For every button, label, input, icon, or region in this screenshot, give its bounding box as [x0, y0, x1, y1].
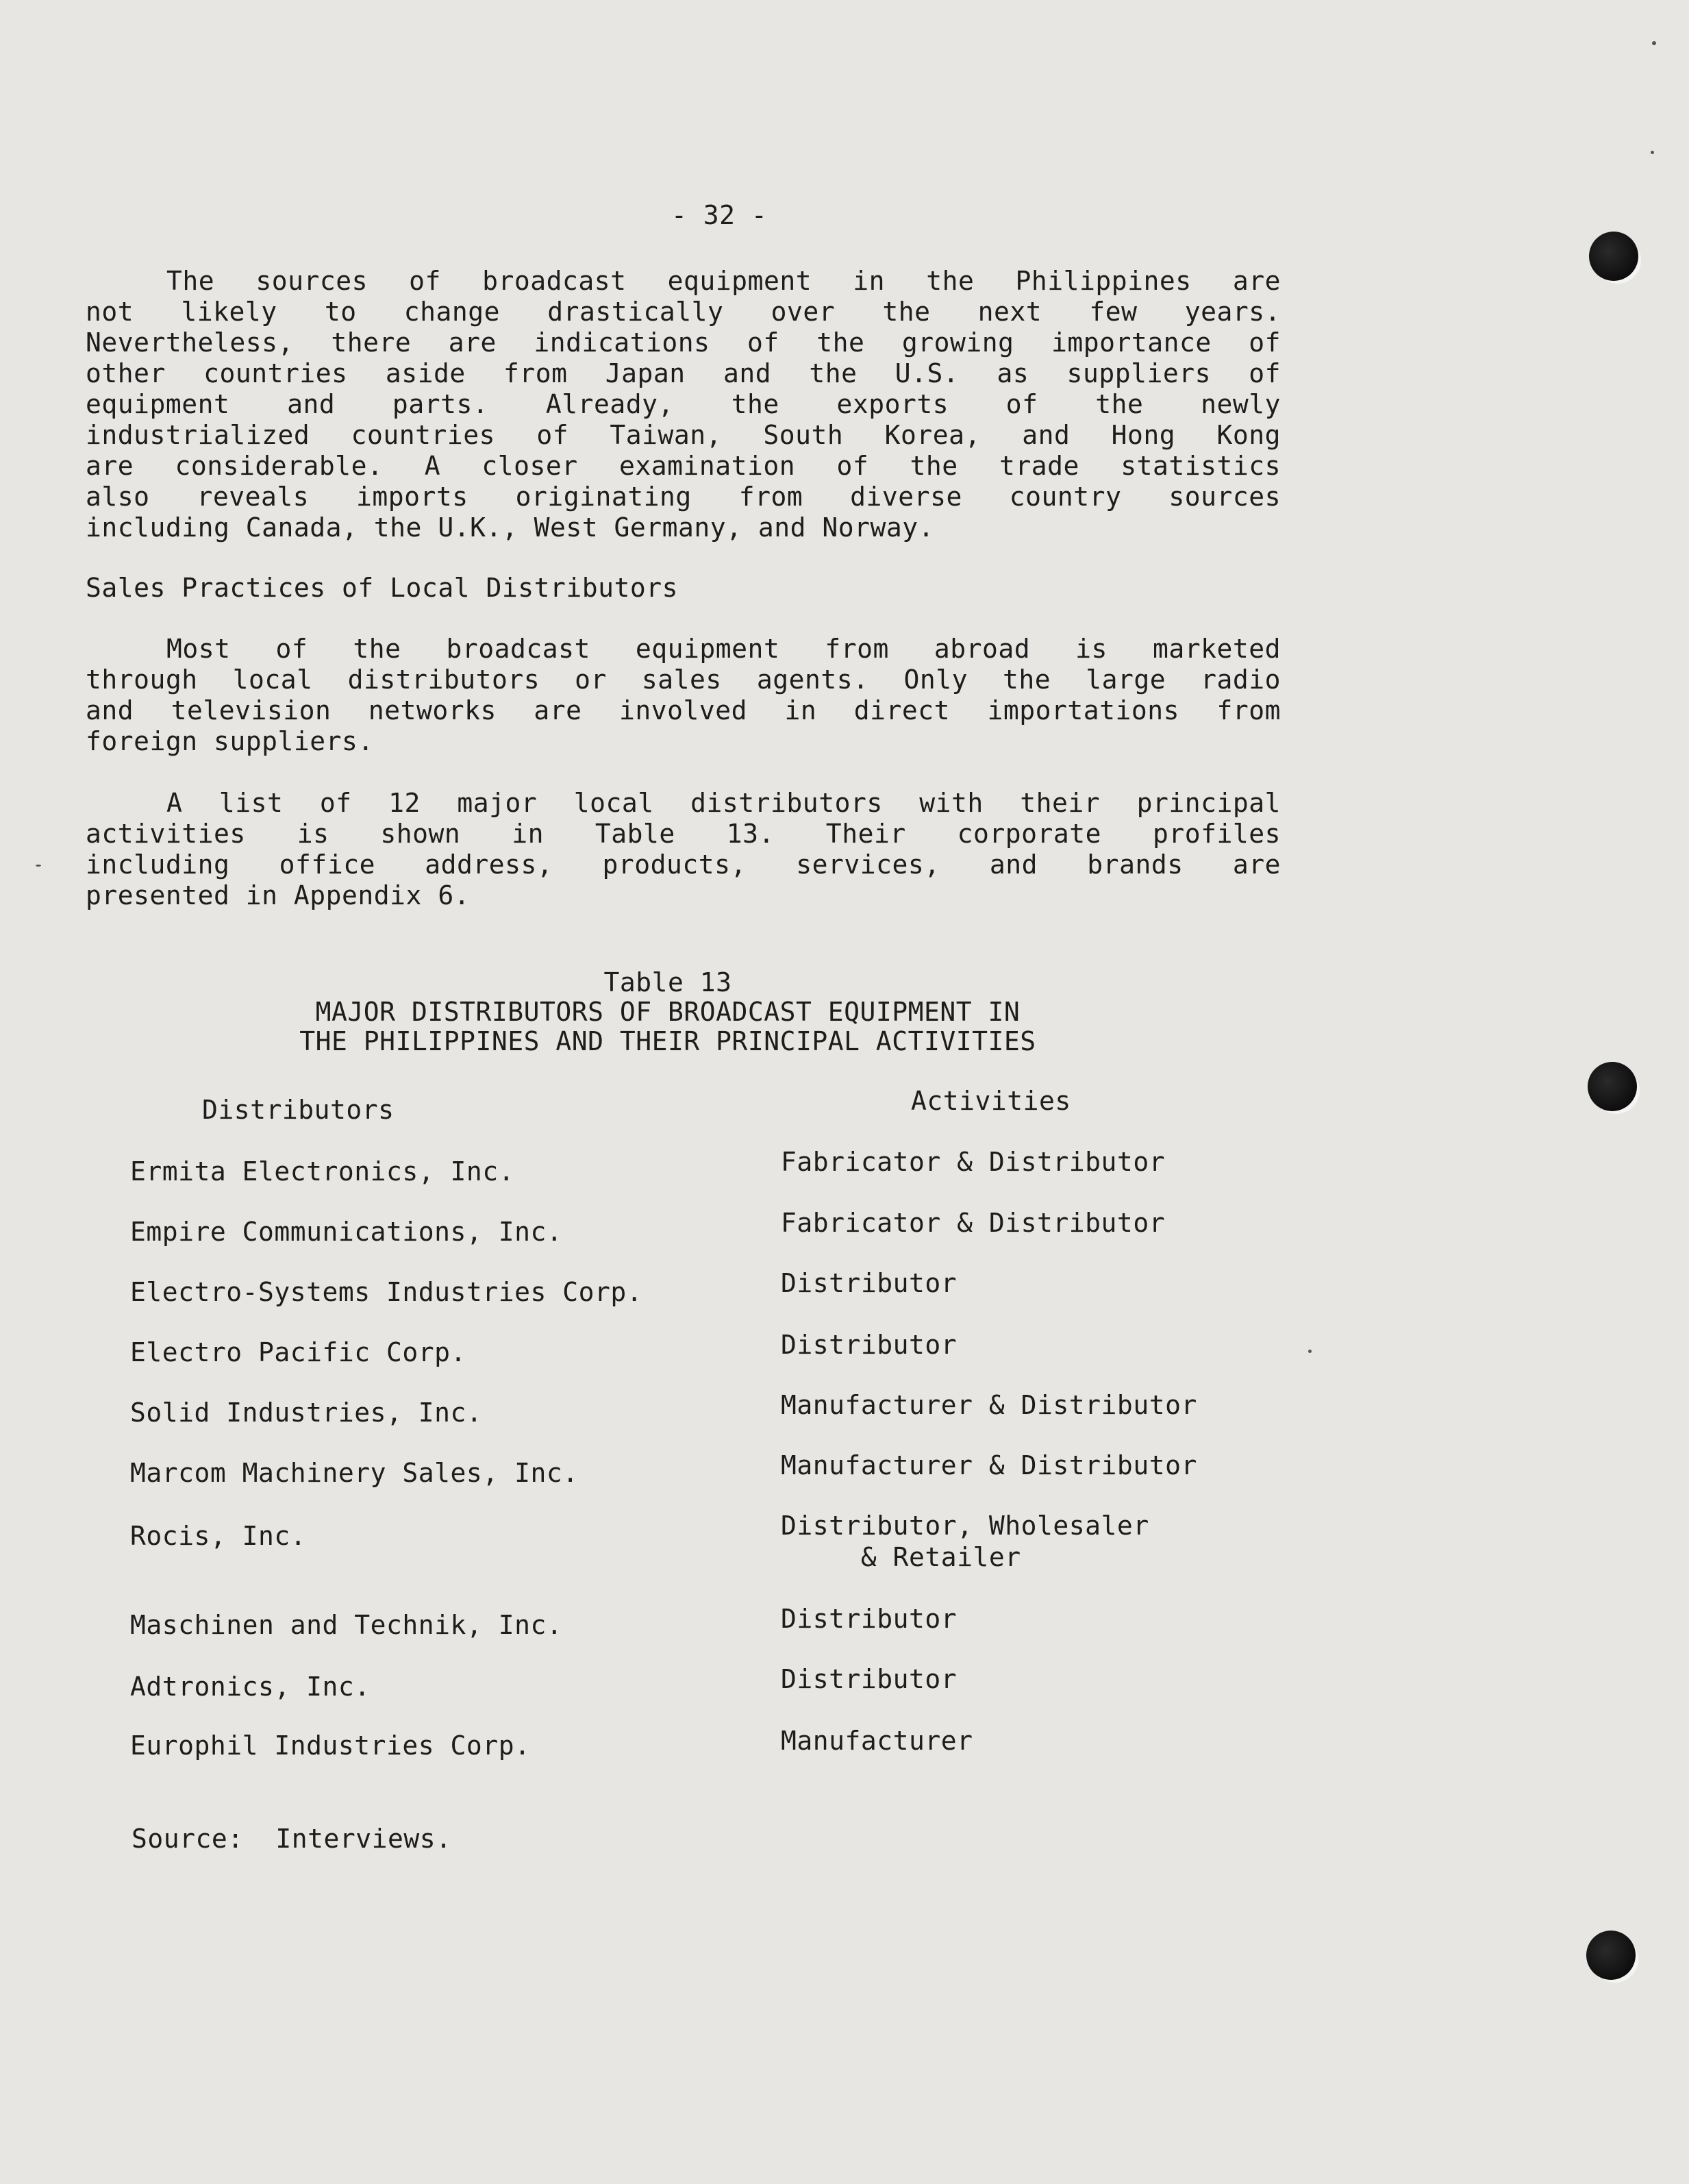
table-row-distributor: Ermita Electronics, Inc. — [130, 1156, 515, 1187]
paragraph-line: equipment and parts. Already, the exports of the newly — [86, 389, 1281, 419]
dust-speck — [36, 865, 41, 867]
table-row-activity: Manufacturer & Distributor — [781, 1390, 1197, 1420]
paragraph-line: and television networks are involved in direct importations from — [86, 695, 1281, 725]
table-row-activity: Distributor — [781, 1604, 958, 1634]
column-header-activities: Activities — [911, 1086, 1071, 1116]
paragraph-line: presented in Appendix 6. — [86, 880, 471, 910]
table-row-activity: Fabricator & Distributor — [781, 1147, 1166, 1177]
paragraph-line: including office address, products, services, and brands are — [86, 849, 1281, 880]
paragraph-line: are considerable. A closer examination of the trade statistics — [86, 451, 1281, 481]
paragraph-line: through local distributors or sales agents. Only the large radio — [86, 665, 1281, 695]
table-row-activity: Manufacturer & Distributor — [781, 1450, 1197, 1480]
binder-hole-bottom — [1586, 1931, 1636, 1980]
table-number: Table 13 — [603, 967, 732, 997]
table-row-activity: Distributor — [781, 1664, 958, 1694]
paragraph-line: including Canada, the U.K., West Germany, and Norway. — [86, 512, 935, 543]
page-number: - 32 - — [671, 200, 768, 230]
table-row-distributor: Empire Communications, Inc. — [130, 1217, 563, 1247]
dust-speck — [1308, 1350, 1312, 1353]
dust-speck — [1652, 41, 1656, 45]
column-header-distributors: Distributors — [202, 1095, 395, 1125]
table-row-distributor: Marcom Machinery Sales, Inc. — [130, 1458, 579, 1488]
paragraph-line: foreign suppliers. — [86, 726, 374, 756]
table-row-distributor: Electro Pacific Corp. — [130, 1337, 466, 1367]
paragraph-distributor-list — [86, 788, 1281, 911]
paragraph-line: A list of 12 major local distributors with their principal — [166, 788, 1281, 818]
paragraph-line: other countries aside from Japan and the U.S. as suppliers of — [86, 358, 1281, 388]
table-row-activity: Distributor, Wholesaler & Retailer — [781, 1511, 1149, 1572]
table-source-note: Source: Interviews. — [132, 1824, 452, 1854]
table-row-distributor: Adtronics, Inc. — [130, 1672, 371, 1702]
table-row-activity: Distributor — [781, 1330, 958, 1360]
table-row-distributor: Maschinen and Technik, Inc. — [130, 1610, 563, 1640]
table-row-distributor: Europhil Industries Corp. — [130, 1730, 531, 1761]
paragraph-line: industrialized countries of Taiwan, South Korea, and Hong Kong — [86, 420, 1281, 450]
table-row-activity: Manufacturer — [781, 1726, 973, 1756]
paragraph-line: Most of the broadcast equipment from abroad is marketed — [166, 634, 1281, 664]
table-title-line-2: THE PHILIPPINES AND THEIR PRINCIPAL ACTIVITIES — [299, 1026, 1036, 1056]
table-row-distributor: Electro-Systems Industries Corp. — [130, 1277, 643, 1307]
table-row-activity: Distributor — [781, 1268, 958, 1298]
paragraph-line: Nevertheless, there are indications of the growing importance of — [86, 327, 1281, 358]
table-row-distributor: Rocis, Inc. — [130, 1521, 307, 1551]
dust-speck — [1651, 151, 1654, 154]
paragraph-line: not likely to change drastically over the next few years. — [86, 297, 1281, 327]
binder-hole-middle — [1588, 1062, 1637, 1111]
paragraph-line: also reveals imports originating from diverse country sources — [86, 482, 1281, 512]
paragraph-line: activities is shown in Table 13. Their corporate profiles — [86, 819, 1281, 849]
table-title-line-1: MAJOR DISTRIBUTORS OF BROADCAST EQUIPMENT IN — [315, 997, 1021, 1027]
table-row-distributor: Solid Industries, Inc. — [130, 1398, 483, 1428]
paragraph-line: The sources of broadcast equipment in the Philippines are — [166, 266, 1281, 296]
table-row-activity: Fabricator & Distributor — [781, 1208, 1166, 1238]
paragraph-sources — [86, 266, 1281, 543]
section-heading: Sales Practices of Local Distributors — [86, 573, 678, 603]
paragraph-sales-practices — [86, 634, 1281, 757]
binder-hole-top — [1589, 232, 1638, 281]
